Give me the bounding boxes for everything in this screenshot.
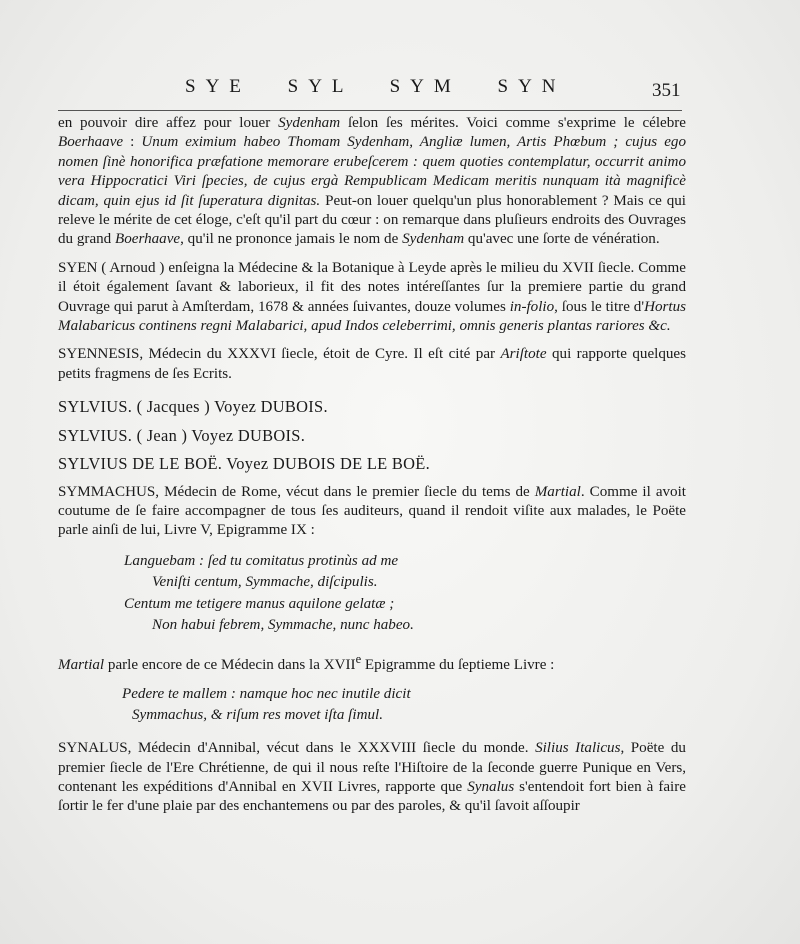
text-run: , qu'il ne prononce jamais le nom de (180, 231, 403, 248)
italic-name: Boerhaave (58, 134, 124, 151)
latin-quote: Unum eximium habeo Thomam Sydenham, Angliæ lumen, Artis Phœbum ; cujus ego nomen ſinè honorifica præfatione memorare erubeſcerem : quem quoties contemplatur, occurrit animo vera Hippocratici Viri ſpecies, de cujus ergà Rempublicam Medicam meritis nunquam ità magnificè dicam, quin ejus id ſit ſuperatura dignitas. (58, 134, 687, 209)
verse-line: Languebam : ſed tu comitatus protinùs ad me (124, 552, 399, 569)
latin-verse-1 (124, 551, 686, 637)
text-run: . Comme il avoit coutume de ſe faire accompagner de tous ſes auditeurs, quand il rendoit viſite aux malades, le Poëte parle ainſi de lui, Livre V, Epigramme IX : (58, 483, 686, 539)
boerhaave-paragraph (58, 114, 686, 250)
italic-term: in-folio (509, 298, 555, 315)
running-title: SYE SYL SYM SYN (185, 76, 566, 97)
entry-sylvius-jacques: SYLVIUS. ( Jacques ) Voyez DUBOIS. (58, 397, 328, 417)
page-number: 351 (652, 80, 681, 101)
text-run: , ſous le titre d' (554, 298, 645, 315)
verse-line: Veniſti centum, Symmache, diſcipulis. (152, 574, 378, 591)
italic-name: Boerhaave (115, 231, 181, 248)
entry-synalus (58, 739, 686, 817)
verse-line: Non habui febrem, Symmache, nunc habeo. (152, 617, 414, 634)
verse-line: Centum me tetigere manus aquilone gelatæ ; (124, 595, 395, 612)
italic-name: Silius Italicus (535, 740, 621, 757)
entry-sylvius-le-boe: SYLVIUS DE LE BOË. Voyez DUBOIS DE LE BOË. (58, 454, 430, 474)
text-run: parle encore de ce Médecin dans la XVII (104, 656, 356, 673)
verse-line: Symmachus, & riſum res movet iſta ſimul. (132, 707, 383, 724)
italic-name: Martial (58, 656, 105, 673)
text-run: s'entendoit fort bien à faire ſortir le fer d'une plaie par des enchantemens ou par des paroles, & qu'il ſavoit aſſoupir (58, 778, 686, 815)
text-run: : (123, 134, 142, 151)
italic-name: Sydenham (402, 231, 465, 248)
text-run: , Poëte du premier ſiecle de l'Ere Chrétienne, de qui il nous reſte l'Hiſtoire de la ſeconde guerre Punique en Vers, contenant les expéditions d'Annibal en XVII Livres, rapporte que (58, 740, 686, 795)
body-text (58, 114, 686, 817)
text-run: SYEN ( Arnoud ) enſeigna la Médecine & la Botanique à Leyde après le milieu du XVII ſiecle. Comme il étoit également ſavant & laborieux, il fit des notes intéreſſantes ſur la premiere partie du grand Ouvrage qui parut à Amſterdam, 1678 & années ſuivantes, douze volumes (58, 259, 686, 315)
text-run: qu'avec une ſorte de vénération. (464, 231, 660, 248)
text-run: SYNALUS, Médecin d'Annibal, vécut dans le XXXVIII ſiecle du monde. (58, 740, 536, 757)
text-run: SYMMACHUS, Médecin de Rome, vécut dans le premier ſiecle du tems de (58, 483, 535, 500)
entry-syen (58, 259, 686, 337)
text-run: Epigramme du ſeptieme Livre : (361, 656, 555, 673)
entry-sylvius-jean: SYLVIUS. ( Jean ) Voyez DUBOIS. (58, 425, 306, 445)
italic-name: Ariſtote (500, 346, 547, 363)
text-run: SYENNESIS, Médecin du XXXVI ſiecle, étoit de Cyre. Il eſt cité par (58, 346, 501, 363)
entry-syennesis (58, 345, 686, 384)
running-head (0, 76, 800, 106)
text-run: en pouvoir dire affez pour louer (58, 115, 279, 131)
text-run: qui rapporte quelques petits fragmens de ſes Ecrits. (58, 346, 687, 382)
italic-name: Synalus (467, 778, 515, 795)
header-rule (58, 110, 682, 111)
martial-note (58, 650, 686, 675)
entry-symmachus (58, 483, 686, 541)
latin-verse-2 (122, 684, 686, 726)
work-title: Hortus Malabaricus continens regni Malabarici, apud Indos celeberrimi, omnis generis plantas rariores &c. (58, 298, 686, 335)
superscript: e (355, 651, 362, 666)
italic-name: Sydenham (278, 115, 341, 131)
italic-name: Martial (534, 483, 581, 500)
verse-line: Pedere te mallem : namque hoc nec inutile dicit (122, 686, 411, 703)
text-run: ſelon ſes mérites. Voici comme s'exprime le célebre (340, 115, 687, 131)
text-run: Peut-on louer quelqu'un plus honorablement ? Mais ce qui releve le mérite de cet éloge, c'eſt qu'il part du cœur : on remarque dans pluſieurs endroits des Ouvrages du grand (58, 192, 686, 248)
